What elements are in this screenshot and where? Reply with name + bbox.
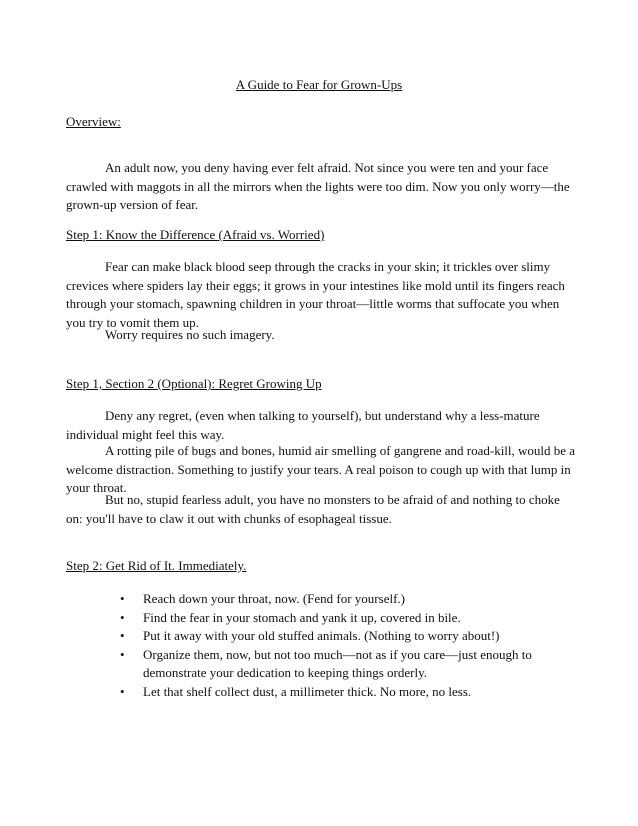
step2-bullet-list bbox=[106, 590, 576, 701]
document-title: A Guide to Fear for Grown-Ups bbox=[235, 77, 403, 92]
step1-section2-paragraph-3: But no, stupid fearless adult, you have no monsters to be afraid of and nothing to choke on: you'll have to claw it out with chunks of esophageal tissue. bbox=[66, 492, 560, 526]
list-item bbox=[106, 683, 576, 702]
list-item-text: Put it away with your old stuffed animals. (Nothing to worry about!) bbox=[143, 628, 500, 643]
step1-section2-heading: Step 1, Section 2 (Optional): Regret Growing Up bbox=[66, 376, 322, 391]
list-item bbox=[106, 627, 576, 646]
bullet-icon: • bbox=[120, 646, 125, 662]
list-item-text: Organize them, now, but not too much—not as if you care—just enough to demonstrate your dedication to keeping things orderly. bbox=[143, 646, 532, 680]
list-item bbox=[106, 646, 576, 683]
step1-section2-paragraph-1: Deny any regret, (even when talking to yourself), but understand why a less-mature individual might feel this way. bbox=[66, 408, 540, 442]
bullet-icon: • bbox=[120, 591, 125, 606]
list-item-text: Let that shelf collect dust, a millimeter thick. No more, no less. bbox=[143, 683, 472, 699]
bullet-icon: • bbox=[120, 683, 125, 699]
list-item bbox=[106, 590, 576, 609]
step2-heading: Step 2: Get Rid of It. Immediately. bbox=[66, 558, 247, 573]
list-item-text: Reach down your throat, now. (Fend for yourself.) bbox=[143, 591, 405, 606]
list-item bbox=[106, 609, 576, 628]
step1-paragraph-2: Worry requires no such imagery. bbox=[105, 327, 275, 342]
step1-heading: Step 1: Know the Difference (Afraid vs. Worried) bbox=[66, 227, 325, 242]
list-item-text: Find the fear in your stomach and yank it up, covered in bile. bbox=[143, 609, 461, 625]
overview-heading: Overview: bbox=[66, 114, 121, 129]
overview-paragraph: An adult now, you deny having ever felt afraid. Not since you were ten and your face crawled with maggots in all the mirrors when the lights were too dim. Now you only worry—the grown-up version of fear. bbox=[66, 160, 570, 212]
bullet-icon: • bbox=[120, 609, 125, 625]
step1-paragraph-1: Fear can make black blood seep through the cracks in your skin; it trickles over slimy crevices where spiders lay their eggs; it grows in your intestines like mold until its fingers reach through your stomach, spawning children in your throat—little worms that suffocate you when you try to vomit them up. bbox=[66, 259, 565, 330]
step1-section2-paragraph-2: A rotting pile of bugs and bones, humid air smelling of gangrene and road-kill, would be a welcome distraction. Something to justify your tears. A real poison to cough up with that lump in your throat. bbox=[66, 443, 576, 495]
bullet-icon: • bbox=[120, 628, 125, 643]
